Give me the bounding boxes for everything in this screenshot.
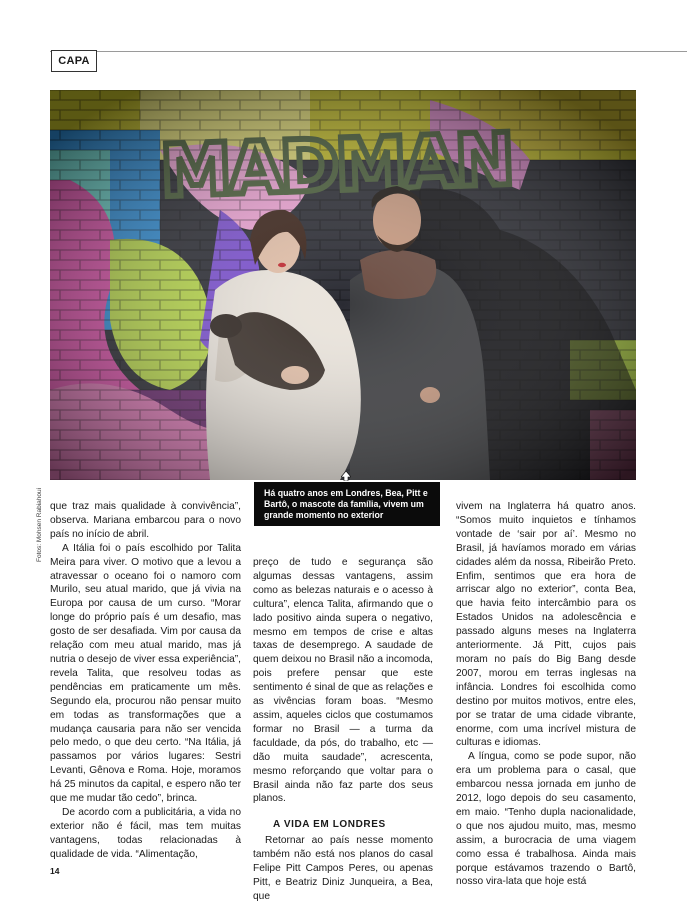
- photo-illustration: [50, 90, 636, 480]
- paragraph: A Itália foi o país escolhido por Talita Meira para viver. O motivo que a levou a atravessar o oceano foi o namoro com Murilo, seu atual marido, que já vivia na Europa por causa de um curso. “Morar longe do próprio país é um desafio, mas gosto de ser desafiada. Vim por causa da relação com meu atual marido, mas já nutria o desejo de viver essa experiência”, revela Talita, que resolveu todas as pendências em praticamente um mês. Segundo ela, procurou não pensar muito em todas as transformações que a mudança causaria para não ser vencida pelo medo, o que deu certo. “Na Itália, já passamos por vários lugares: Sestri Levanti, Gênova e Roma. Hoje, moramos há 25 minutos da capital, e espero não ter que me mudar tão cedo”, brinca.: [50, 542, 241, 805]
- paragraph: vivem na Inglaterra há quatro anos. “Somos muito inquietos e tínhamos vontade de ‘sair por aí’. Mesmo no Brasil, já havíamos morado em várias cidades além da nossa, Ribeirão Preto. Enfim, sentimos que era hora de arriscar algo no exterior”, conta Bea, que havia feito intercâmbio para os Estados Unidos na adolescência e passado alguns meses na Inglaterra anteriormente. Já Pitt, cujos pais moram no país do Big Bang desde 2007, morou em terras inglesas na infância. Londres foi escolhida como destino por muitos motivos, entre eles, por se tratar de uma cidade vibrante, enorme, com uma incrível mistura de culturas e idiomas.: [456, 501, 636, 749]
- section-tag: CAPA: [51, 50, 97, 72]
- photo-credit: Fotos: Mohsen Rabiahoui: [36, 487, 43, 562]
- header-rule: [50, 51, 687, 52]
- caption-arrow-icon: [341, 471, 351, 481]
- page-number: 14: [50, 866, 60, 876]
- photo-caption: Há quatro anos em Londres, Bea, Pitt e Bartô, o mascote da família, vivem um grande momento no exterior: [254, 482, 440, 526]
- paragraph: De acordo com a publicitária, a vida no exterior não é fácil, mas tem muitas vantagens, todas relacionadas à qualidade de vida. “Alimentação,: [50, 806, 241, 860]
- section-subhead: A VIDA EM LONDRES: [273, 819, 386, 831]
- feature-photo: [50, 90, 636, 480]
- article-column-2: [253, 556, 433, 904]
- article-column-3: [456, 500, 636, 889]
- paragraph: que traz mais qualidade à convivência”, observa. Mariana embarcou para o novo país no início de abril.: [50, 501, 241, 540]
- article-column-1: [50, 500, 241, 862]
- paragraph: Retornar ao país nesse momento também não está nos planos do casal Felipe Pitt Campos Peres, ou apenas Pitt, e Beatriz Diniz Junqueira, a Bea, que: [253, 835, 433, 902]
- paragraph: preço de tudo e segurança são algumas dessas vantagens, assim como as belezas naturais e o acesso à cultura”, elenca Talita, afirmando que o lado positivo ainda supera o negativo, mesmo em tempos de crise e altas taxas de desemprego. A saudade de quem deixou no Brasil não a incomoda, pois prefere pensar que este sentimento é sinal de que as relações e as vivências foram boas. “Mesmo assim, aqueles ciclos que costumamos formar no Brasil — a turma da faculdade, da pós, do trabalho, etc — dão muita saudade”, acrescenta, mesmo reforçando que voltar para o Brasil ainda não faz parte dos seus planos.: [253, 557, 433, 805]
- paragraph: A língua, como se pode supor, não era um problema para o casal, que embarcou nessa jornada em junho de 2012, logo depois do seu casamento, em maio. “Tenho dupla nacionalidade, o que nos ajudou muito, mas, mesmo assim, a burocracia de uma viagem como essa é trabalhosa. Ainda mais porque estávamos trazendo o Bartô, nosso vira-lata que hoje está: [456, 751, 636, 888]
